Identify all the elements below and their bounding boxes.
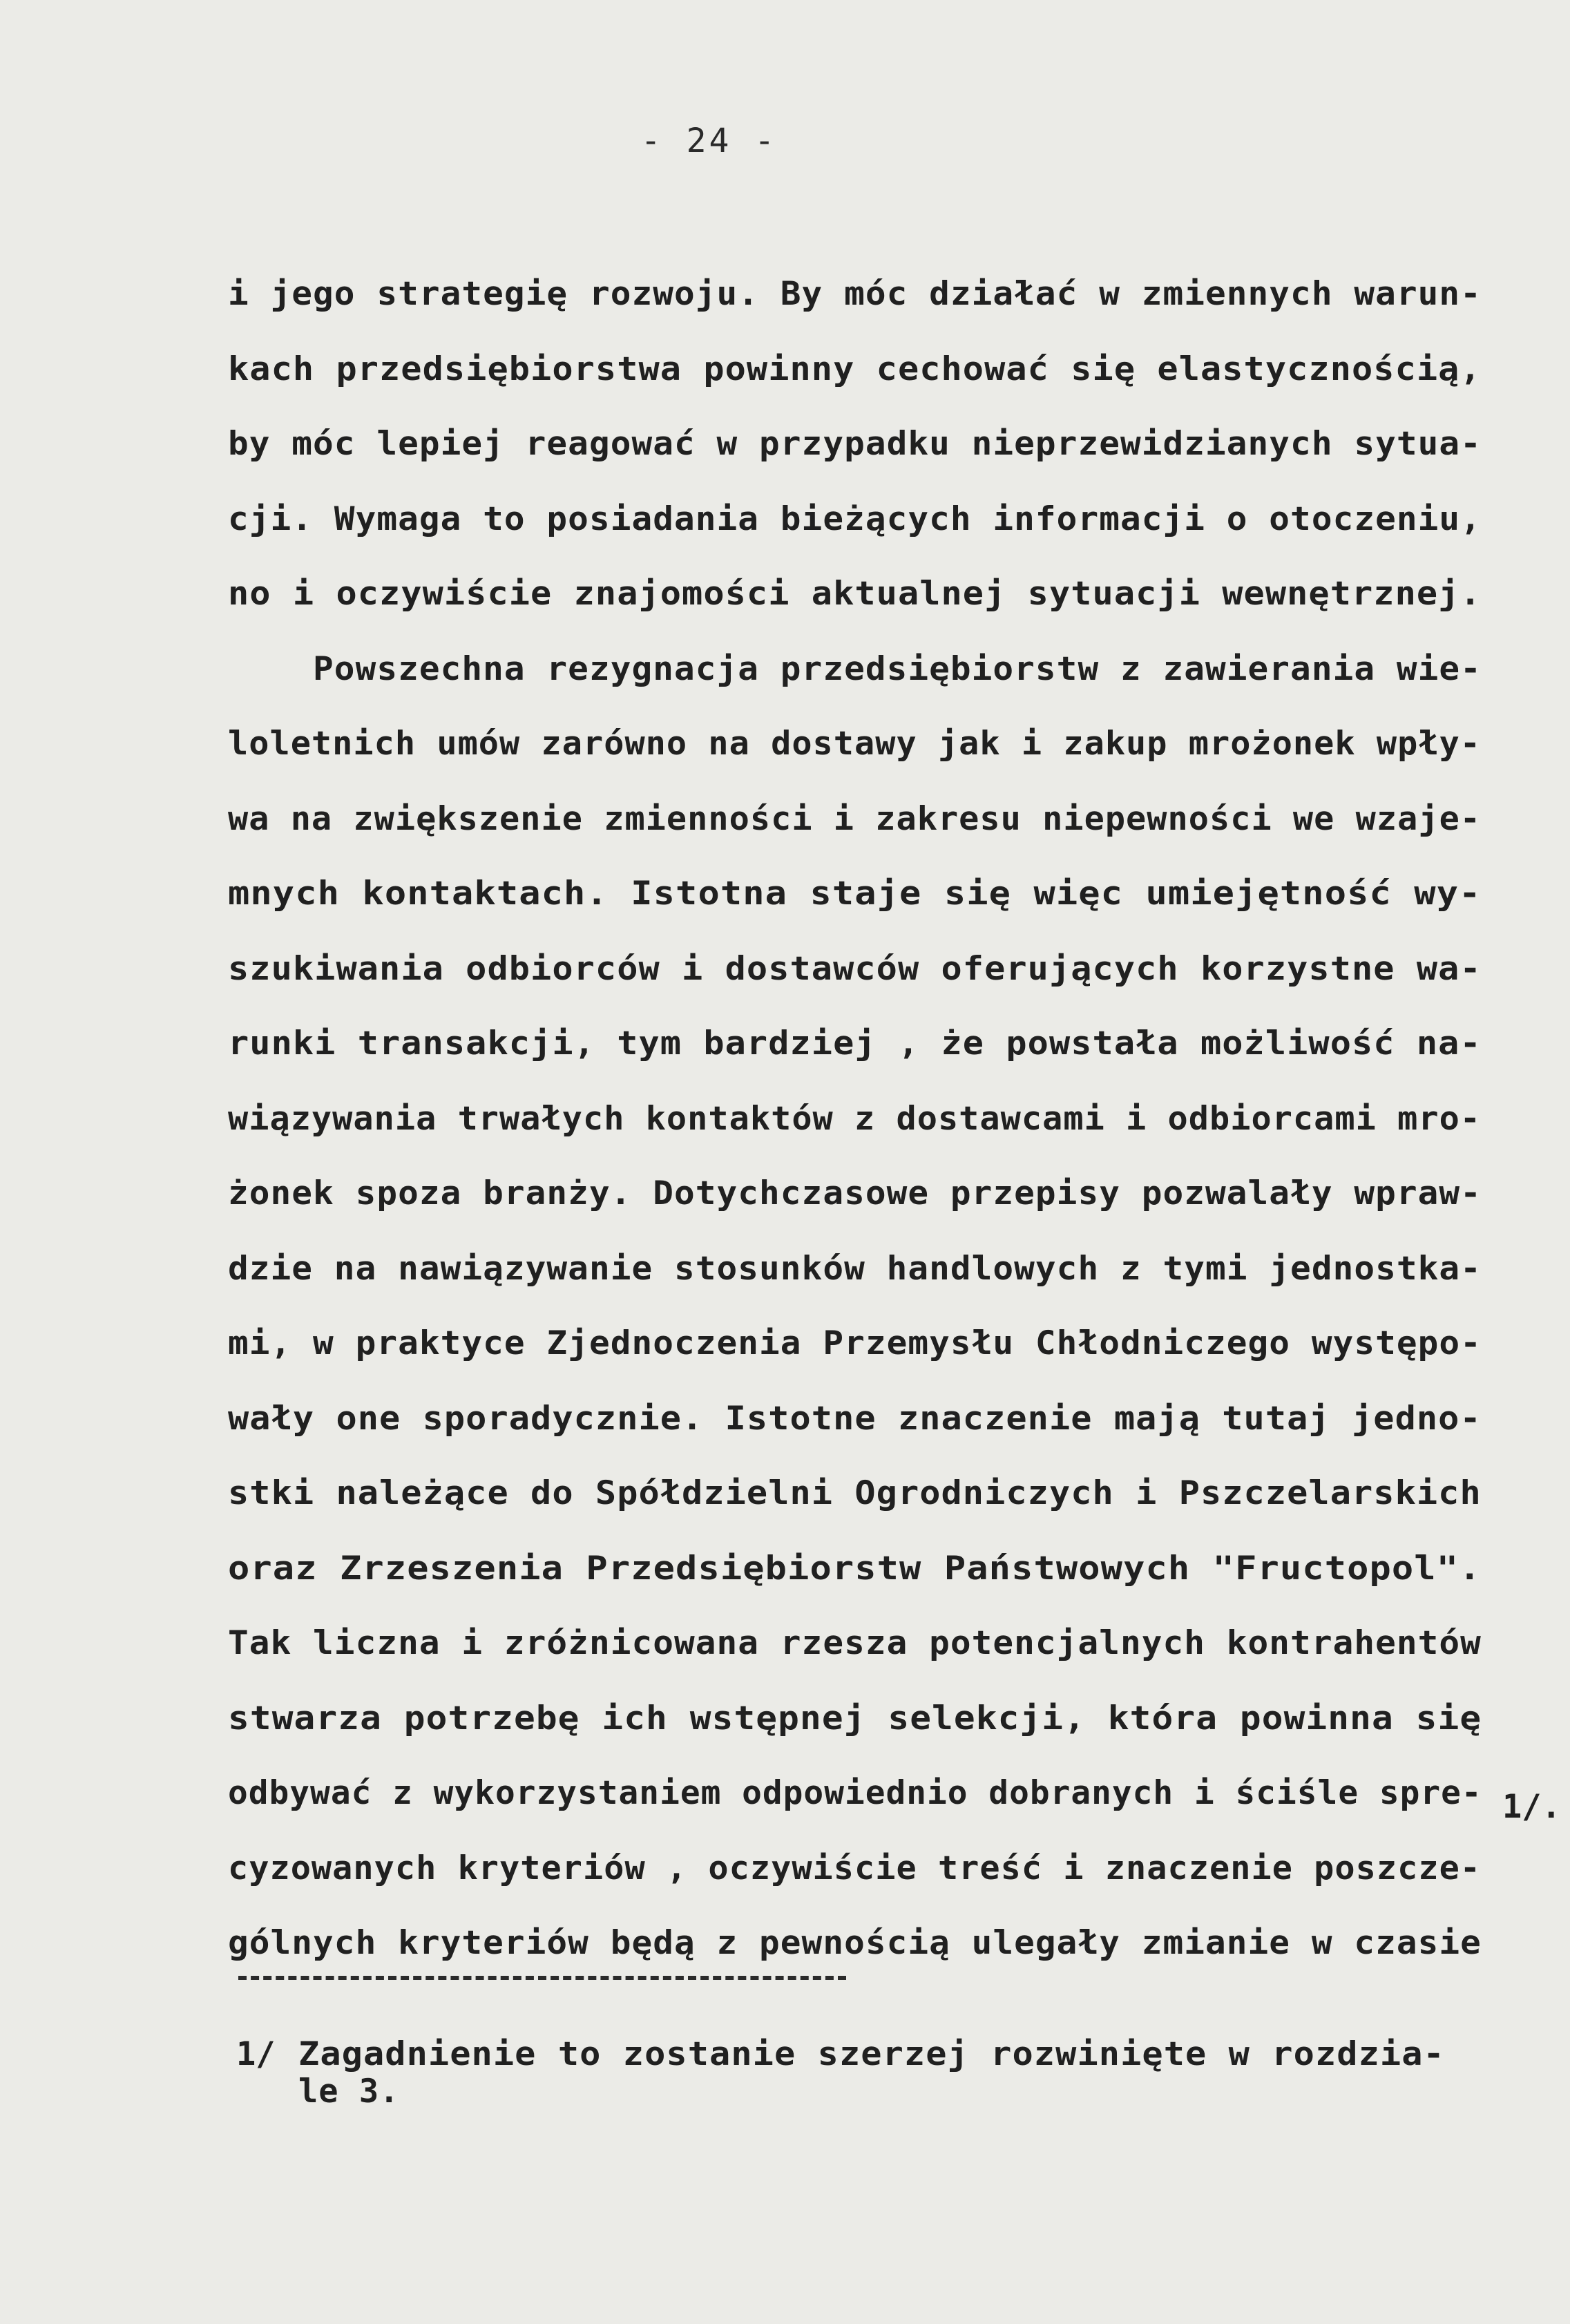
page-number: - 24 - xyxy=(640,122,778,160)
body-line: dzie na nawiązywanie stosunków handlowych z tymi jednostka- xyxy=(228,1249,1482,1288)
body-line: odbywać z wykorzystaniem odpowiednio dobranych i ściśle spre- xyxy=(228,1774,1482,1812)
body-line: cji. Wymaga to posiadania bieżących informacji o otoczeniu, xyxy=(228,499,1482,538)
body-line: żonek spoza branży. Dotychczasowe przepisy pozwalały wpraw- xyxy=(228,1174,1482,1212)
body-line: wa na zwiększenie zmienności i zakresu niepewności we wzaje- xyxy=(228,799,1482,838)
body-line: loletnich umów zarówno na dostawy jak i zakup mrożonek wpły- xyxy=(228,725,1482,763)
body-line: stwarza potrzebę ich wstępnej selekcji, która powinna się xyxy=(228,1699,1482,1737)
body-line: mnych kontaktach. Istotna staje się więc umiejętność wy- xyxy=(228,875,1482,913)
body-line: no i oczywiście znajomości aktualnej sytuacji wewnętrznej. xyxy=(228,575,1482,613)
body-line: stki należące do Spółdzielni Ogrodniczych i Pszczelarskich xyxy=(228,1474,1482,1512)
body-line: runki transakcji, tym bardziej , że powstała możliwość na- xyxy=(228,1025,1482,1063)
body-line: wiązywania trwałych kontaktów z dostawcami i odbiorcami mro- xyxy=(228,1099,1482,1138)
body-line: wały one sporadycznie. Istotne znaczenie mają tutaj jedno- xyxy=(228,1399,1482,1438)
body-line: kach przedsiębiorstwa powinny cechować się elastycznością, xyxy=(228,350,1482,388)
footnote-marker: 1/ xyxy=(236,2035,276,2073)
body-line: by móc lepiej reagować w przypadku nieprzewidzianych sytua- xyxy=(228,425,1482,463)
body-line: szukiwania odbiorców i dostawców oferujących korzystne wa- xyxy=(228,949,1482,988)
footnote-text-line-2: le 3. xyxy=(298,2073,400,2111)
body-line: mi, w praktyce Zjednoczenia Przemysłu Chłodniczego występo- xyxy=(228,1324,1482,1362)
body-line: Tak liczna i zróżnicowana rzesza potencjalnych kontrahentów xyxy=(228,1624,1482,1662)
footnote-reference: 1/. xyxy=(1502,1788,1561,1826)
body-line: cyzowanych kryteriów , oczywiście treść i znaczenie poszcze- xyxy=(228,1849,1482,1887)
body-line: oraz Zrzeszenia Przedsiębiorstw Państwowych "Fructopol". xyxy=(228,1549,1482,1588)
body-line: gólnych kryteriów będą z pewnością ulegały zmianie w czasie xyxy=(228,1924,1482,1962)
footnote-separator xyxy=(238,1976,846,1980)
footnote-text-line-1: Zagadnienie to zostanie szerzej rozwinięte w rozdzia- xyxy=(298,2035,1445,2073)
body-line: Powszechna rezygnacja przedsiębiorstw z zawierania wie- xyxy=(228,649,1482,688)
body-line: i jego strategię rozwoju. By móc działać w zmiennych warun- xyxy=(228,275,1482,313)
